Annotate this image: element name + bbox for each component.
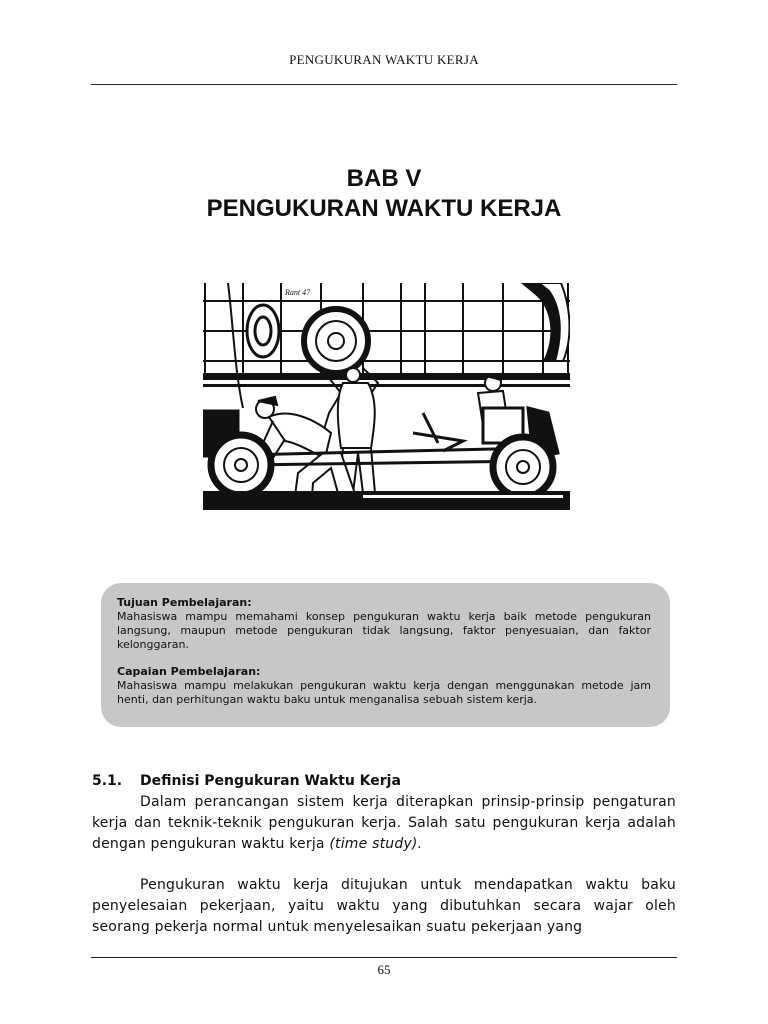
chapter-heading: PENGUKURAN WAKTU KERJA xyxy=(206,195,562,222)
section-number: 5.1. xyxy=(92,773,123,789)
section-heading xyxy=(92,772,676,791)
tujuan-heading: Tujuan Pembelajaran: xyxy=(117,596,252,609)
artist-signature: Rant 47 xyxy=(285,288,311,297)
rear-wheel xyxy=(493,437,553,497)
tujuan-text: Mahasiswa mampu memahami konsep pengukuran waktu kerja baik metode pengukuran langsung, maupun metode pengukuran tidak langsung, faktor penyesuaian, dan faktor kelonggaran. xyxy=(117,610,651,651)
hanging-tire-right xyxy=(521,283,570,361)
header-rule xyxy=(91,84,677,85)
learning-objectives-box xyxy=(101,583,670,727)
page-number: 65 xyxy=(377,962,391,977)
paragraph-2: Pengukuran waktu kerja ditujukan untuk mendapatkan waktu baku penyelesaian pekerjaan, yaitu waktu yang dibutuhkan secara wajar oleh seorang pekerja normal untuk menyelesaikan suatu pekerjaan yang xyxy=(92,877,676,935)
chapter-label: BAB V xyxy=(346,165,422,192)
running-header: PENGUKURAN WAKTU KERJA xyxy=(289,52,479,67)
paragraph-1-italic: (time study). xyxy=(329,836,423,852)
factory-floor xyxy=(203,491,570,510)
chapter-title xyxy=(0,164,768,224)
paragraph-1-text: Dalam perancangan sistem kerja diterapkan prinsip-prinsip pengaturan kerja dan teknik-teknik pengukuran kerja. Salah satu pengukuran kerja adalah dengan pengukuran waktu kerja xyxy=(92,794,676,852)
assembly-line-illustration xyxy=(203,283,570,510)
paragraph-1 xyxy=(92,792,676,855)
hanging-tire-left xyxy=(247,305,279,357)
raised-tire xyxy=(304,309,368,373)
capaian-text: Mahasiswa mampu melakukan pengukuran waktu kerja dengan menggunakan metode jam henti, dan perhitungan waktu baku untuk menganalisa sebuah sistem kerja. xyxy=(117,679,651,706)
capaian-heading: Capaian Pembelajaran: xyxy=(117,665,261,678)
section-title: Definisi Pengukuran Waktu Kerja xyxy=(140,773,401,789)
front-wheel xyxy=(211,435,271,495)
section-5-1 xyxy=(92,772,676,938)
footer-rule xyxy=(91,957,677,958)
